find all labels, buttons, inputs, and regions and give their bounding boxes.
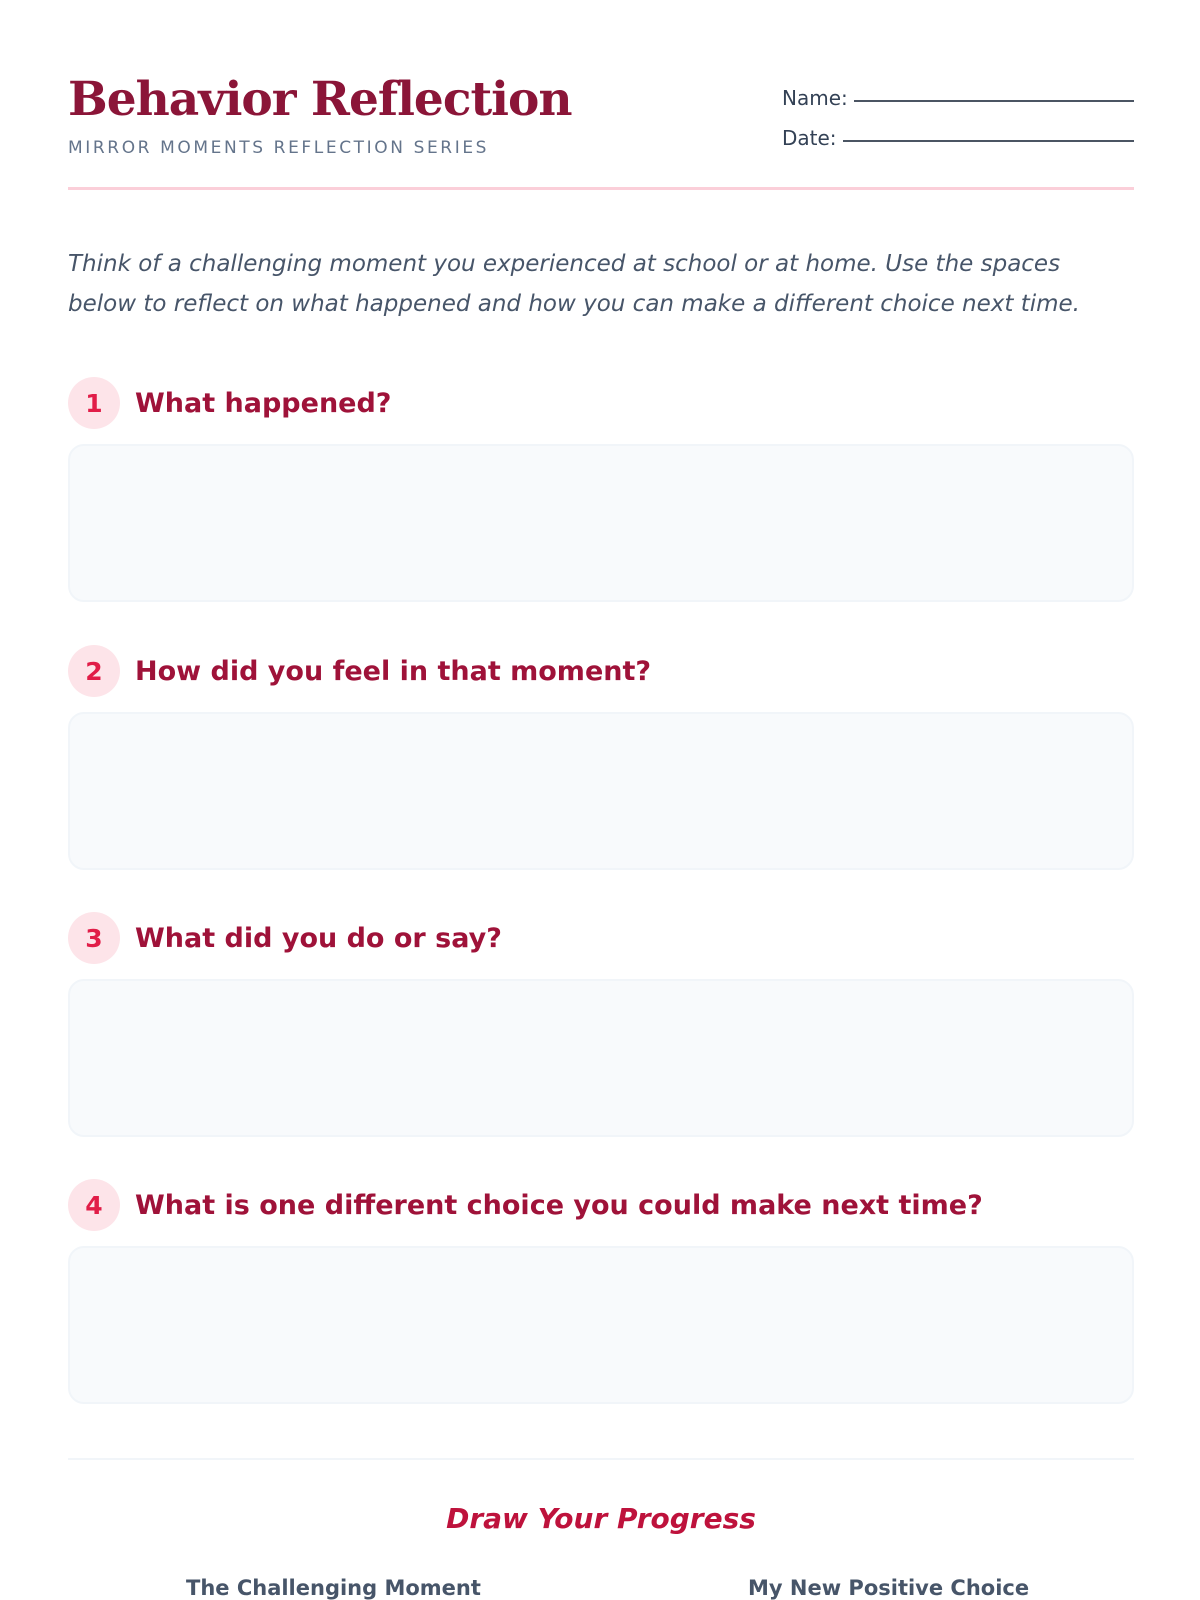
- answer-box-3[interactable]: [68, 979, 1134, 1137]
- question-text: What is one different choice you could make next time?: [135, 1189, 983, 1221]
- question-2: [68, 644, 1134, 870]
- answer-box-4[interactable]: [68, 1246, 1134, 1404]
- section-divider: [68, 1458, 1134, 1460]
- worksheet-page: [68, 0, 1134, 1600]
- worksheet-header: [68, 68, 1134, 190]
- name-field[interactable]: [854, 100, 1134, 102]
- date-row: [782, 110, 1134, 150]
- name-label: Name:: [782, 86, 848, 110]
- question-text: How did you feel in that moment?: [135, 655, 652, 687]
- draw-label-challenging-moment: The Challenging Moment: [186, 1576, 481, 1600]
- question-number-badge: 2: [68, 645, 120, 697]
- student-info: [782, 80, 1134, 150]
- page-title: Behavior Reflection: [68, 72, 572, 127]
- question-header: [68, 911, 1134, 965]
- question-text: What happened?: [135, 387, 392, 419]
- series-subtitle: MIRROR MOMENTS REFLECTION SERIES: [68, 138, 490, 158]
- question-header: [68, 644, 1134, 698]
- question-1: [68, 376, 1134, 602]
- draw-label-positive-choice: My New Positive Choice: [748, 1576, 1030, 1600]
- instructions: Think of a challenging moment you experienced at school or at home. Use the spaces below to reflect on what happened and how you can make a different choice next time.: [68, 251, 1080, 317]
- date-field[interactable]: [843, 140, 1134, 142]
- draw-section-title: Draw Your Progress: [446, 1502, 756, 1535]
- question-text: What did you do or say?: [135, 922, 502, 954]
- question-4: [68, 1178, 1134, 1404]
- question-header: [68, 376, 1134, 430]
- question-number-badge: 4: [68, 1179, 120, 1231]
- question-header: [68, 1178, 1134, 1232]
- question-number-badge: 3: [68, 912, 120, 964]
- date-label: Date:: [782, 126, 837, 150]
- answer-box-1[interactable]: [68, 444, 1134, 602]
- question-3: [68, 911, 1134, 1137]
- answer-box-2[interactable]: [68, 712, 1134, 870]
- question-number-badge: 1: [68, 377, 120, 429]
- name-row: [782, 80, 1134, 110]
